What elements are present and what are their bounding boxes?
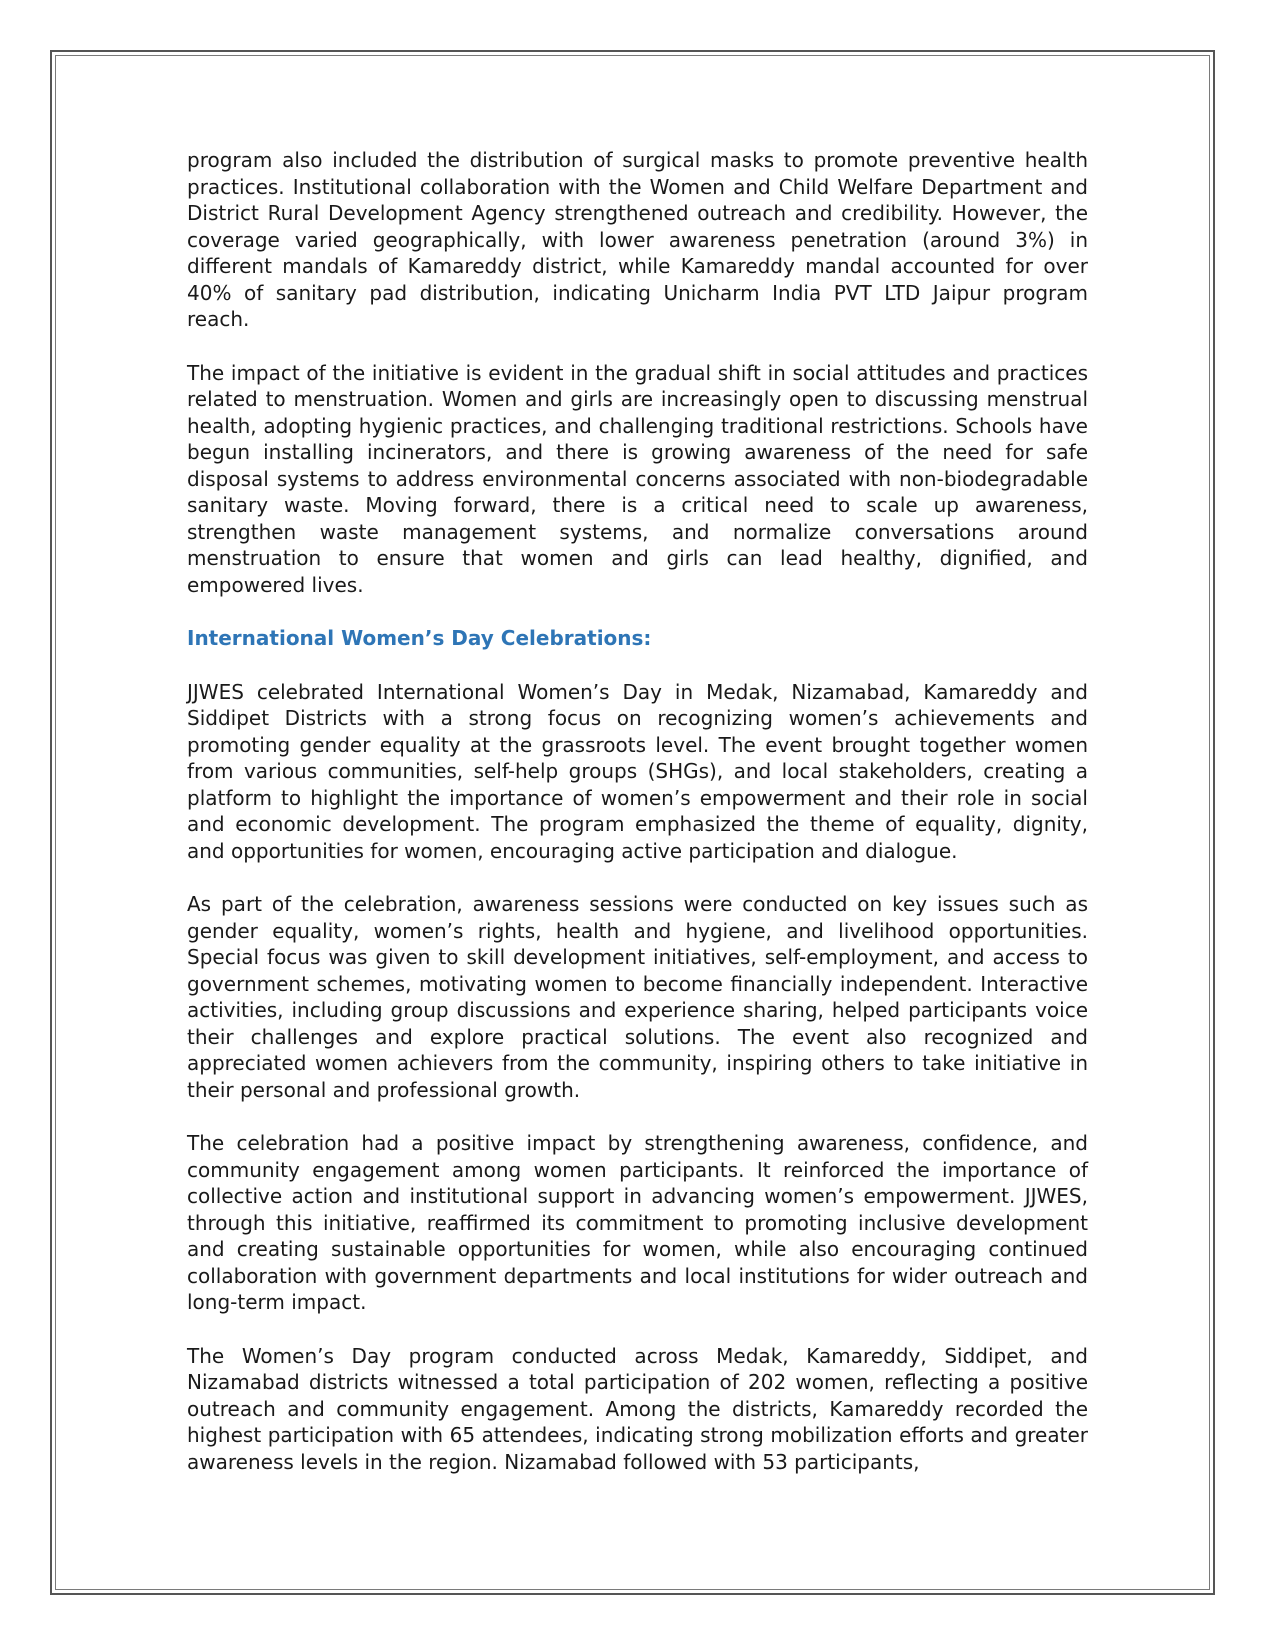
section-heading-womens-day: International Women’s Day Celebrations: <box>187 626 652 650</box>
document-body <box>187 147 1088 1502</box>
paragraph-initiative-impact: The impact of the initiative is evident in the gradual shift in social attitudes and practices related to menstruation. Women and girls are increasingly open to discussing menstrual health, adopting hygienic practices, and challenging traditional restrictions. Schools have begun installing incinerators, and there is growing awareness of the need for safe disposal systems to address environmental concerns associated with non-biodegradable sanitary waste. Moving forward, there is a critical need to scale up awareness, strengthen waste management systems, and normalize conversations around menstruation to ensure that women and girls can lead healthy, dignified, and empowered lives. <box>187 360 1088 597</box>
paragraph-celebration-impact: The celebration had a positive impact by strengthening awareness, confidence, and community engagement among women participants. It reinforced the importance of collective action and institutional support in advancing women’s empowerment. JJWES, through this initiative, reaffirmed its commitment to promoting inclusive development and creating sustainable opportunities for women, while also encouraging continued collaboration with government departments and local institutions for wider outreach and long-term impact. <box>187 1131 1088 1314</box>
paragraph-awareness-sessions: As part of the celebration, awareness sessions were conducted on key issues such as gender equality, women’s rights, health and hygiene, and livelihood opportunities. Special focus was given to skill development initiatives, self-employment, and access to government schemes, motivating women to become financially independent. Interactive activities, including group discussions and experience sharing, helped participants voice their challenges and explore practical solutions. The event also recognized and appreciated women achievers from the community, inspiring others to take initiative in their personal and professional growth. <box>187 892 1088 1102</box>
paragraph-womens-day-celebration: JJWES celebrated International Women’s Day in Medak, Nizamabad, Kamareddy and Siddipet Districts with a strong focus on recognizing women’s achievements and promoting gender equality at the grassroots level. The event brought together women from various communities, self-help groups (SHGs), and local stakeholders, creating a platform to highlight the importance of women’s empowerment and their role in social and economic development. The program emphasized the theme of equality, dignity, and opportunities for women, encouraging active participation and dialogue. <box>187 679 1088 863</box>
paragraph-masks-distribution: program also included the distribution of surgical masks to promote preventive health practices. Institutional collaboration with the Women and Child Welfare Department and District Rural Development Agency strengthened outreach and credibility. However, the coverage varied geographically, with lower awareness penetration (around 3%) in different mandals of Kamareddy district, while Kamareddy mandal accounted for over 40% of sanitary pad distribution, indicating Unicharm India PVT LTD Jaipur program reach. <box>187 148 1088 331</box>
paragraph-participation-summary: The Women’s Day program conducted across Medak, Kamareddy, Siddipet, and Nizamabad districts witnessed a total participation of 202 women, reflecting a positive outreach and community engagement. Among the districts, Kamareddy recorded the highest participation with 65 attendees, indicating strong mobilization efforts and greater awareness levels in the region. Nizamabad followed with 53 participants, <box>187 1343 1088 1474</box>
